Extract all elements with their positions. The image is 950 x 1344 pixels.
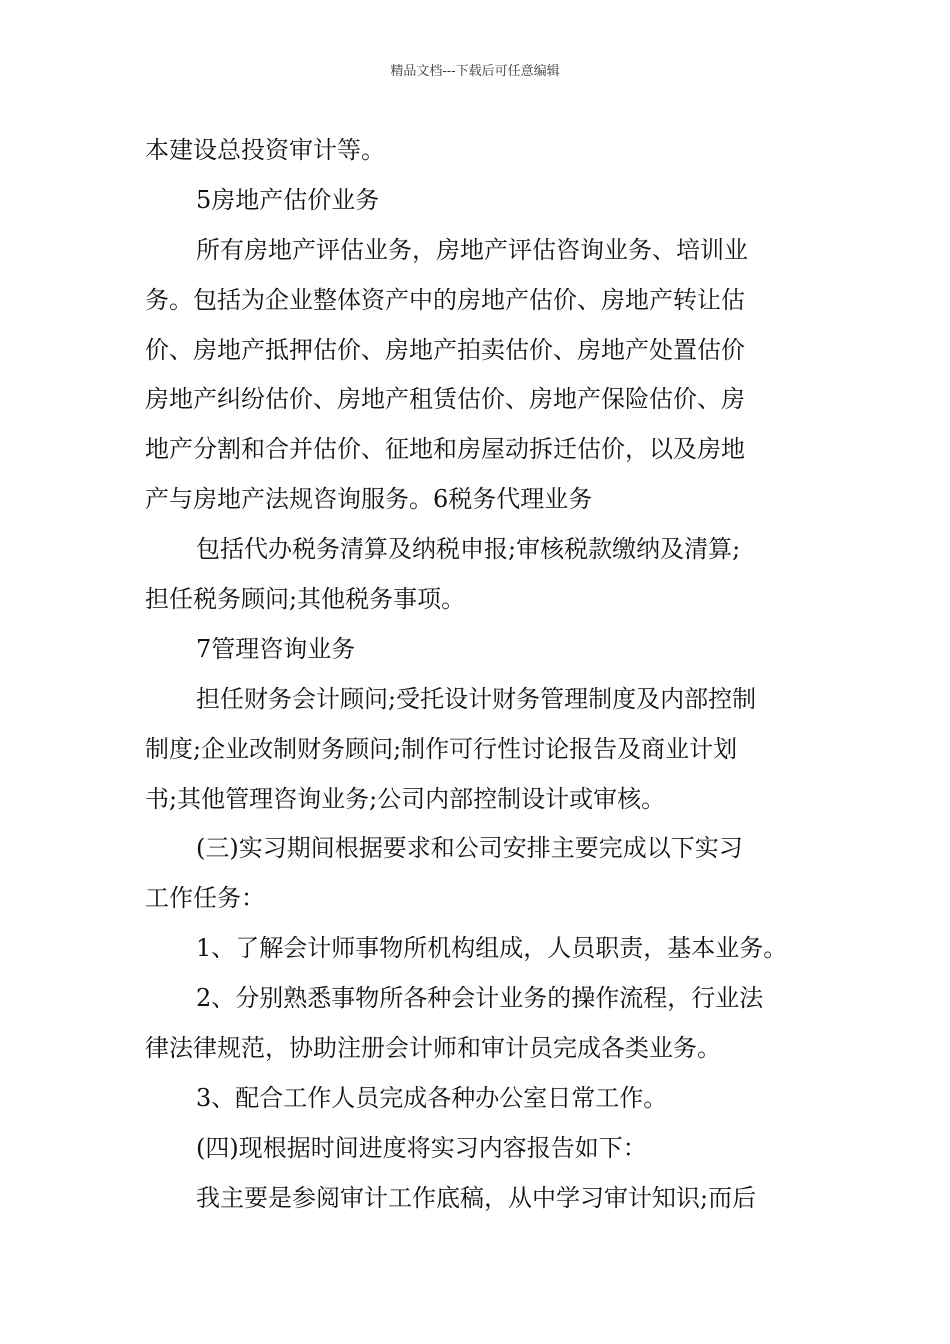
text-line: 工作任务： [145,884,265,913]
document-body [145,126,810,1224]
text-line: 制度;企业改制财务顾问;制作可行性讨论报告及商业计划 [145,734,738,763]
text-line: 本建设总投资审计等。 [145,136,385,164]
text-line: 担任税务顾问;其他税务事项。 [145,585,466,614]
text-line: 产与房地产法规咨询服务。6税务代理业务 [145,485,593,514]
text-line: 7管理咨询业务 [196,634,356,663]
page-header: 精品文档---下载后可任意编辑 [390,64,560,79]
text-line: 所有房地产评估业务，房地产评估咨询业务、培训业 [196,235,748,264]
text-line: 律法律规范，协助注册会计师和审计员完成各类业务。 [145,1034,721,1063]
text-line: (三)实习期间根据要求和公司安排主要完成以下实习 [196,834,743,863]
text-line: 价、房地产抵押估价、房地产拍卖估价、房地产处置估价 [145,335,745,364]
text-line: 书;其他管理咨询业务;公司内部控制设计或审核。 [145,784,666,813]
text-line: 3、配合工作人员完成各种办公室日常工作。 [196,1083,668,1112]
text-line: 2、分别熟悉事物所各种会计业务的操作流程，行业法 [196,984,764,1013]
text-line: 地产分割和合并估价、征地和房屋动拆迁估价，以及房地 [145,435,745,464]
text-line: 担任财务会计顾问;受托设计财务管理制度及内部控制 [196,684,757,713]
text-line: 务。包括为企业整体资产中的房地产估价、房地产转让估 [145,285,745,314]
text-line: 5房地产估价业务 [196,185,380,214]
text-line: 我主要是参阅审计工作底稿，从中学习审计知识;而后 [196,1183,757,1212]
text-line: 1、了解会计师事物所机构组成，人员职责，基本业务。 [196,934,788,963]
text-line: (四)现根据时间进度将实习内容报告如下： [196,1133,647,1162]
text-line: 包括代办税务清算及纳税申报;审核税款缴纳及清算; [196,535,741,564]
text-line: 房地产纠纷估价、房地产租赁估价、房地产保险估价、房 [145,385,745,414]
